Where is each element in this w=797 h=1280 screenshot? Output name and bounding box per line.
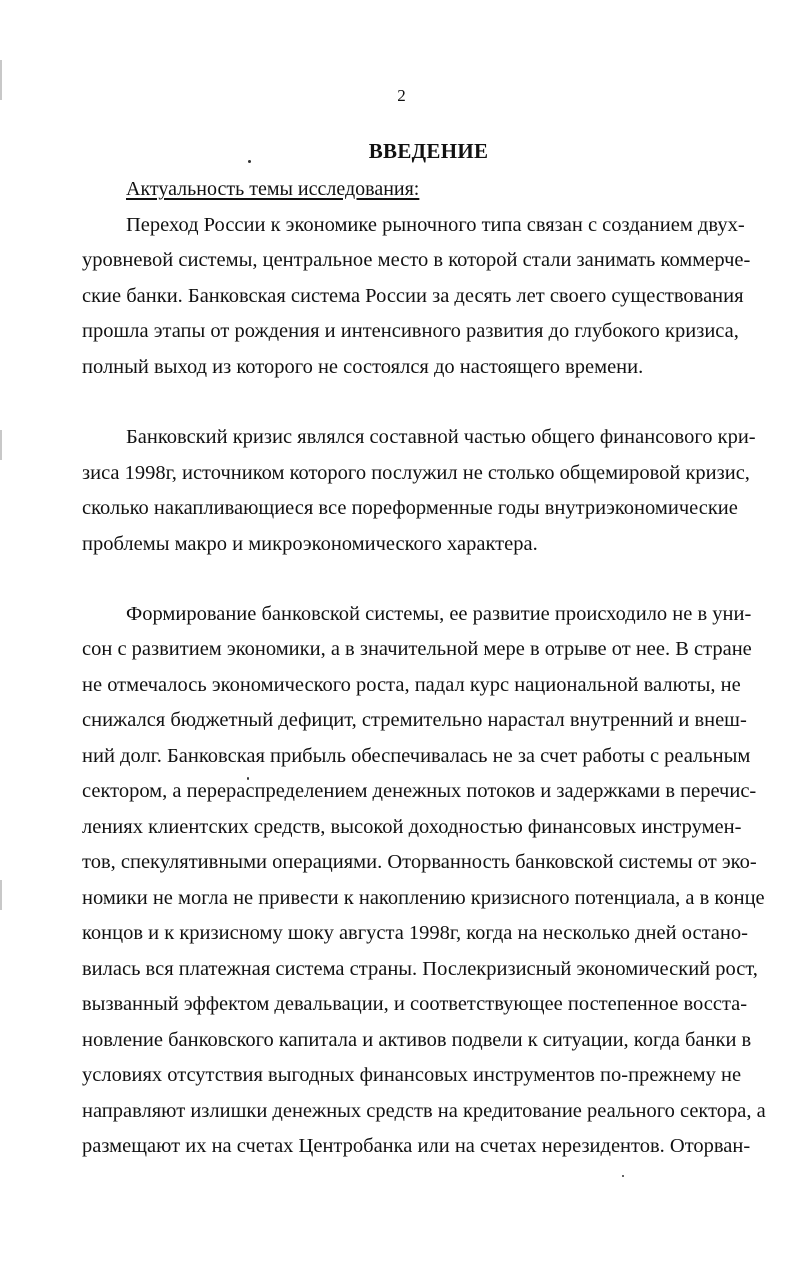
text-line: проблемы макро и микроэкономического характера.	[82, 533, 538, 555]
text-line: направляют излишки денежных средств на кредитование реального сектора, а	[82, 1100, 766, 1122]
text-line: прошла этапы от рождения и интенсивного развития до глубокого кризиса,	[82, 320, 739, 342]
text-line: сектором, а перераспределением денежных потоков и задержками в перечис-	[82, 780, 757, 802]
text-line: концов и к кризисному шоку августа 1998г, когда на несколько дней остано-	[82, 922, 748, 944]
text-line: ний долг. Банковская прибыль обеспечивалась не за счет работы с реальным	[82, 745, 751, 767]
text-line: сон с развитием экономики, а в значительной мере в отрыве от нее. В стране	[82, 638, 752, 660]
text-line: не отмечалось экономического роста, падал курс национальной валюты, не	[82, 674, 741, 696]
text-line: лениях клиентских средств, высокой доходностью финансовых инструмен-	[82, 816, 742, 838]
page-title: ВВЕДЕНИЕ	[368, 139, 489, 163]
text-line: тов, спекулятивными операциями. Оторванность банковской системы от эко-	[82, 851, 757, 873]
scan-speck	[622, 1175, 624, 1177]
text-line: вилась вся платежная система страны. Послекризисный экономический рост,	[82, 958, 758, 980]
section-subheading: Актуальность темы исследования:	[126, 178, 420, 200]
text-line: размещают их на счетах Центробанка или на счетах нерезидентов. Оторван-	[82, 1135, 751, 1157]
page-number: 2	[397, 86, 406, 105]
text-line: номики не могла не привести к накоплению кризисного потенциала, а в конце	[82, 887, 765, 909]
text-line: Переход России к экономике рыночного типа связан с созданием двух-	[126, 214, 745, 236]
text-line: зиса 1998г, источником которого послужил не столько общемировой кризис,	[82, 462, 750, 484]
text-line: сколько накапливающиеся все пореформенные годы внутриэкономические	[82, 497, 738, 519]
text-line: условиях отсутствия выгодных финансовых инструментов по-прежнему не	[82, 1064, 742, 1086]
text-line: ские банки. Банковская система России за десять лет своего существования	[82, 285, 744, 307]
text-line: новление банковского капитала и активов подвели к ситуации, когда банки в	[82, 1029, 752, 1051]
text-line: Банковский кризис являлся составной частью общего финансового кри-	[126, 426, 756, 448]
text-line: полный выход из которого не состоялся до настоящего времени.	[82, 356, 644, 378]
text-line: уровневой системы, центральное место в которой стали занимать коммерче-	[82, 249, 751, 271]
text-line: вызванный эффектом девальвации, и соответствующее постепенное восста-	[82, 993, 748, 1015]
text-line: Формирование банковской системы, ее развитие происходило не в уни-	[126, 603, 752, 625]
scan-edge-mark	[0, 880, 2, 910]
scan-edge-mark	[0, 430, 2, 460]
text-line: снижался бюджетный дефицит, стремительно нарастал внутренний и внеш-	[82, 709, 747, 731]
